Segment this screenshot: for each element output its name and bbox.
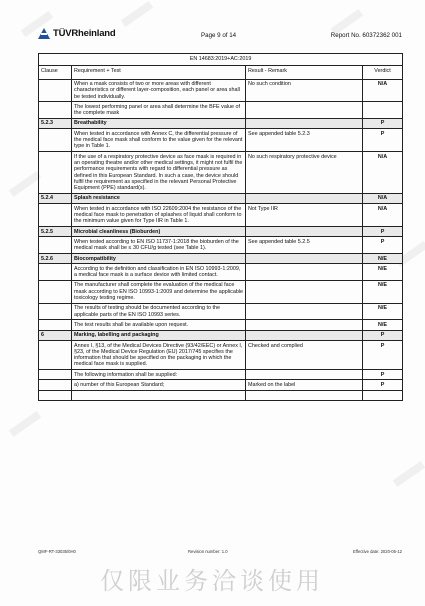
verdict-cell xyxy=(363,102,403,119)
clause-cell xyxy=(39,341,72,370)
requirement-cell: a) number of this European Standard; xyxy=(72,380,246,390)
section-row xyxy=(39,254,403,264)
clause-cell xyxy=(39,152,72,194)
requirement-cell: Biocompatibility xyxy=(72,254,246,264)
result-cell: No such respiratory protective device xyxy=(246,152,363,194)
clause-cell xyxy=(39,204,72,227)
verdict-cell: N/E xyxy=(363,280,403,303)
verdict-cell: P xyxy=(363,118,403,128)
requirement-cell: The results of testing should be documented according to the applicable parts of the EN ISO 10993 series. xyxy=(72,303,246,320)
table-row xyxy=(39,341,403,370)
standard-title: EN 14683:2019+AC:2019 xyxy=(39,54,403,66)
verdict-cell: P xyxy=(363,330,403,340)
result-cell: See appended table 5.2.3 xyxy=(246,129,363,152)
clause-cell xyxy=(39,102,72,119)
clause-cell xyxy=(39,303,72,320)
verdict-cell: P xyxy=(363,380,403,390)
table-row xyxy=(39,152,403,194)
requirement-cell: According to the definition and classification in EN ISO 10993-1:2009, a medical face mask is a surface device with limited contact. xyxy=(72,264,246,281)
result-cell xyxy=(246,102,363,119)
result-cell xyxy=(246,390,363,400)
report-footer xyxy=(38,549,402,557)
table-row xyxy=(39,370,403,380)
section-row xyxy=(39,227,403,237)
verdict-cell: N/A xyxy=(363,193,403,203)
verdict-cell: N/E xyxy=(363,303,403,320)
result-cell: See appended table 5.2.5 xyxy=(246,237,363,254)
table-row xyxy=(39,237,403,254)
page-number: Page 9 of 14 xyxy=(201,32,237,39)
result-cell xyxy=(246,330,363,340)
verdict-header: Verdict xyxy=(363,66,403,80)
watermark-mark xyxy=(9,171,41,197)
requirement-cell: Microbial cleanliness (Bioburden) xyxy=(72,227,246,237)
requirement-cell: The lowest performing panel or area shall determine the BFE value of the complete mask xyxy=(72,102,246,119)
requirement-cell xyxy=(72,390,246,400)
result-cell xyxy=(246,320,363,330)
result-cell xyxy=(246,264,363,281)
clause-cell xyxy=(39,380,72,390)
requirement-cell: When tested according to EN ISO 11737-1:2018 the bioburden of the medical mask shall be ≤ 30 CFU/g tested (see Table 1). xyxy=(72,237,246,254)
result-cell xyxy=(246,118,363,128)
table-row xyxy=(39,320,403,330)
requirement-header: Requirement + Test xyxy=(72,66,246,80)
verdict-cell: P xyxy=(363,227,403,237)
column-header-row xyxy=(39,66,403,80)
clause-cell: 5.2.6 xyxy=(39,254,72,264)
requirement-cell: When tested in accordance with ISO 22609:2004 the resistance of the medical face mask to penetration of splashes of liquid shall conform to the minimum value given for Type IIR in Table 1. xyxy=(72,204,246,227)
verdict-cell: N/A xyxy=(363,79,403,102)
result-cell: Checked and complied xyxy=(246,341,363,370)
clause-cell xyxy=(39,390,72,400)
section-row xyxy=(39,193,403,203)
verdict-cell: N/E xyxy=(363,254,403,264)
clause-cell: 6 xyxy=(39,330,72,340)
business-use-watermark: 仅限业务洽谈使用 xyxy=(100,567,324,595)
tuv-logo xyxy=(38,28,116,39)
verdict-cell: N/E xyxy=(363,320,403,330)
result-cell xyxy=(246,303,363,320)
result-cell xyxy=(246,280,363,303)
verdict-cell xyxy=(363,390,403,400)
clause-cell xyxy=(39,280,72,303)
clause-cell xyxy=(39,129,72,152)
clause-cell xyxy=(39,320,72,330)
result-cell: Not Type IIR xyxy=(246,204,363,227)
verdict-cell: N/A xyxy=(363,204,403,227)
clause-cell xyxy=(39,264,72,281)
requirement-cell: Breathability xyxy=(72,118,246,128)
result-cell xyxy=(246,193,363,203)
clause-cell xyxy=(39,370,72,380)
watermark-mark xyxy=(121,1,153,27)
table-row xyxy=(39,102,403,119)
tuv-triangle-icon xyxy=(38,28,50,39)
verdict-cell: N/A xyxy=(363,152,403,194)
requirement-cell: Splash resistance xyxy=(72,193,246,203)
watermark-mark xyxy=(9,411,41,437)
report-number: Report No. 60372362 001 xyxy=(330,32,402,39)
standard-row xyxy=(39,54,403,66)
clause-cell: 5.2.5 xyxy=(39,227,72,237)
result-cell xyxy=(246,227,363,237)
result-cell xyxy=(246,370,363,380)
result-cell: Marked on the label xyxy=(246,380,363,390)
table-row xyxy=(39,390,403,400)
requirement-cell: When tested in accordance with Annex C, the differential pressure of the medical face mask shall conform to the value given for the relevant type in Table 1. xyxy=(72,129,246,152)
table-row xyxy=(39,303,403,320)
requirement-cell: The test results shall be available upon request. xyxy=(72,320,246,330)
revision-number: Revision number: 1.0 xyxy=(188,549,228,554)
verdict-cell: P xyxy=(363,341,403,370)
result-cell: No such condition xyxy=(246,79,363,102)
clause-cell: 5.2.3 xyxy=(39,118,72,128)
clause-cell xyxy=(39,237,72,254)
requirement-cell: Annex I, §13, of the Medical Devices Directive (93/42/EEC) or Annex I, §23, of the Medical Device Regulation (EU) 2017/745 specifies the information that should be specified on the packaging in which the medical face mask is supplied. xyxy=(72,341,246,370)
logo-text: TÜVRheinland xyxy=(53,28,116,39)
requirement-cell: The manufacturer shall complete the evaluation of the medical face mask according to EN ISO 10993-1:2009 and determine the applicable toxicology testing regime. xyxy=(72,280,246,303)
test-results-table xyxy=(38,53,403,401)
effective-date: Effective date: 2020-05-12 xyxy=(352,549,402,554)
requirement-cell: Marking, labelling and packaging xyxy=(72,330,246,340)
table-row xyxy=(39,264,403,281)
watermark-mark xyxy=(393,461,425,487)
clause-cell xyxy=(39,79,72,102)
verdict-cell: P xyxy=(363,237,403,254)
table-row xyxy=(39,380,403,390)
section-row xyxy=(39,330,403,340)
verdict-cell: N/E xyxy=(363,264,403,281)
result-cell xyxy=(246,254,363,264)
section-row xyxy=(39,118,403,128)
result-header: Result - Remark xyxy=(246,66,363,80)
table-row xyxy=(39,204,403,227)
form-code: QMF-RT-33035/0H0 xyxy=(38,549,76,554)
requirement-cell: When a mask consists of two or more areas with different characteristics or different layer-composition, each panel or area shall be tested individually. xyxy=(72,79,246,102)
report-header xyxy=(38,28,402,44)
requirement-cell: If the use of a respiratory protective device as face mask is required in an operating theatre and/or other medical settings, it might not fulfil the performance requirements with regard to differential pressure as defined in this European Standard. In such a case, the device should fulfil the requirement as specified in the relevant Personal Protective Equipment (PPE) standard(s). xyxy=(72,152,246,194)
clause-cell: 5.2.4 xyxy=(39,193,72,203)
verdict-cell: P xyxy=(363,370,403,380)
verdict-cell: P xyxy=(363,129,403,152)
table-row xyxy=(39,280,403,303)
table-row xyxy=(39,79,403,102)
requirement-cell: The following information shall be supplied: xyxy=(72,370,246,380)
clause-header: Clause xyxy=(39,66,72,80)
table-row xyxy=(39,129,403,152)
